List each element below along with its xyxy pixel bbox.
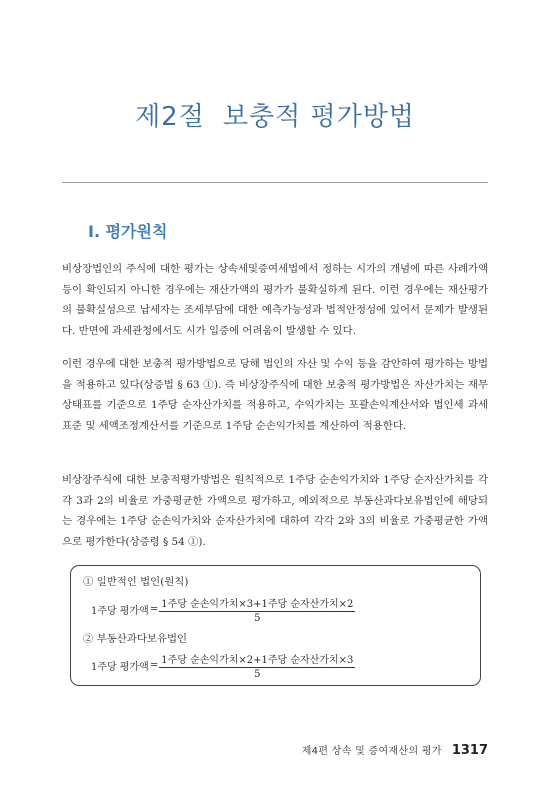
chapter-title-text: 보충적 평가방법	[222, 102, 415, 132]
formula-denominator: 5	[254, 669, 261, 680]
formula-fraction	[159, 651, 355, 680]
formula-lhs: 1주당 평가액	[91, 606, 149, 617]
page-footer	[302, 742, 488, 758]
formula-equals: =	[149, 660, 159, 671]
formula-numerator: 1주당 순손익가치×2+1주당 순자산가치×3	[159, 651, 355, 668]
formula-denominator: 5	[254, 613, 261, 624]
footer-running-title: 제4편 상속 및 증여재산의 평가	[301, 746, 442, 757]
paragraph-3: 비상장주식에 대한 보충적평가방법은 원칙적으로 1주당 순손익가치와 1주당 순자산가치를 각각 3과 2의 비율로 가중평균한 가액으로 평가하고, 예외적으로 부동산과다보유법인에 해당되는 경우에는 1주당 순손익가치와 순자산가치에 대하여 각각 2와 3의 비율로 가중평균한 가액으로 평가한다(상증령 § 54 ①).	[62, 474, 488, 548]
formula-lhs: 1주당 평가액	[91, 662, 149, 673]
paragraph-2: 이런 경우에 대한 보충적 평가방법으로 당해 법인의 자산 및 수익 등을 감안하여 평가하는 방법을 적용하고 있다(상증법 § 63 ①). 즉 비상장주식에 대한 보충적 평가방법은 자산가치는 재무상태표를 기준으로 1주당 순자산가치를 적용하고, 수익가치는 포괄손익계산서와 법인세 과세표준 및 세액조정계산서를 기준으로 1주당 순손익가치를 계산하여 적용한다.	[62, 358, 488, 432]
page-number: 1317	[451, 743, 488, 758]
chapter-title	[0, 96, 550, 133]
formula-general	[91, 595, 355, 624]
paragraph-1: 비상장법인의 주식에 대한 평가는 상속세및증여세법에서 정하는 시가의 개념에 따른 사례가액 등이 확인되지 아니한 경우에는 재산가액의 평가가 불확실하게 된다. 이런 경우에는 재산평가의 불확실성으로 납세자는 조세부담에 대한 예측가능성과 법적안정성에 있어서 문제가 발생된다. 반면에 과세관청에서도 시가 입증에 어려움이 발생할 수 있다.	[62, 263, 488, 337]
formula-label-general: ① 일반적인 법인(원칙)	[83, 576, 189, 588]
chapter-number: 제2절	[135, 102, 205, 132]
formula-box	[70, 565, 481, 686]
formula-label-real-estate: ② 부동산과다보유법인	[83, 633, 188, 645]
formula-equals: =	[149, 604, 159, 615]
section-heading: Ⅰ. 평가원칙	[88, 222, 168, 241]
formula-real-estate	[91, 651, 355, 680]
formula-numerator: 1주당 순손익가치×3+1주당 순자산가치×2	[159, 595, 355, 612]
formula-fraction	[159, 595, 355, 624]
title-divider	[62, 182, 488, 183]
